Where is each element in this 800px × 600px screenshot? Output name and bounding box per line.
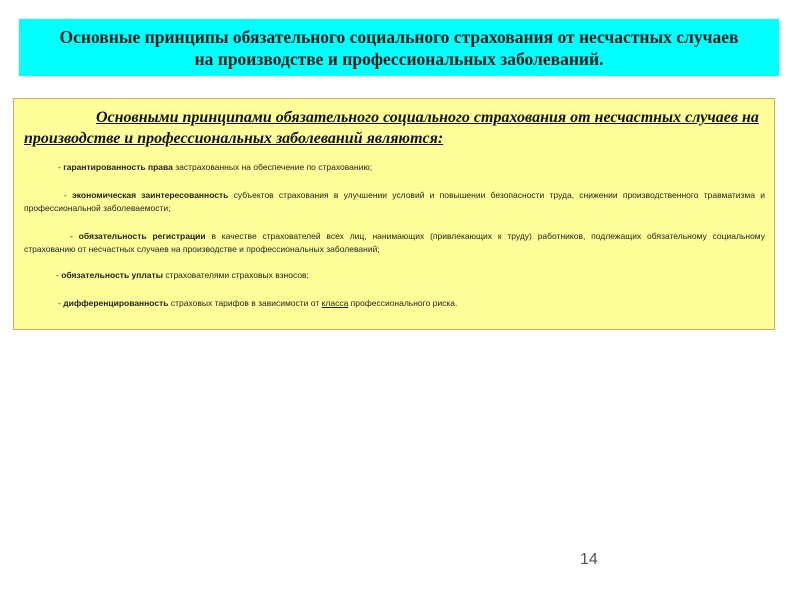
item-text: субъектов страхования в улучшении условий и повышении безопасности труда, снижении производственного травматизма и профессиональной заболеваемости; (24, 190, 765, 213)
title-banner (19, 19, 779, 76)
item-term: обязательность уплаты (61, 270, 163, 280)
list-item (24, 297, 765, 310)
item-text: страхователями страховых взносов; (162, 270, 309, 280)
item-text: профессионального риска. (348, 298, 458, 308)
item-text: застрахованных на обеспечение по страхованию; (172, 162, 373, 172)
item-term: гарантированность права (63, 162, 173, 172)
item-term: обязательность регистрации (78, 231, 206, 241)
list-item (24, 161, 765, 174)
item-text: страховых тарифов в зависимости от (168, 298, 322, 308)
principles-panel (13, 98, 775, 330)
item-text: в качестве страхователей всех лиц, нанимающих (привлекающих к труду) работников, подлежащих обязательному социальному страхованию от несчастных случаев на производстве и профессиональных заболеваний; (24, 231, 765, 254)
item-dash: - (58, 162, 64, 172)
list-item (24, 189, 765, 215)
slide-title: Основные принципы обязательного социального страхования от несчастных случаев на производстве и профессиональных заболеваний. (59, 26, 739, 69)
list-item (24, 269, 765, 282)
page-number: 14 (580, 551, 598, 568)
item-dash: - (58, 298, 64, 308)
item-dash: - (70, 231, 79, 241)
item-dash: - (56, 270, 62, 280)
class-link[interactable]: класса (321, 298, 349, 308)
list-item (24, 230, 765, 256)
intro-heading: Основными принципами обязательного социального страхования от несчастных случаев на производстве и профессиональных заболеваний являются: (24, 109, 759, 147)
item-term: дифференцированность (63, 298, 169, 308)
item-dash: - (64, 190, 73, 200)
item-term: экономическая заинтересованность (72, 190, 229, 200)
